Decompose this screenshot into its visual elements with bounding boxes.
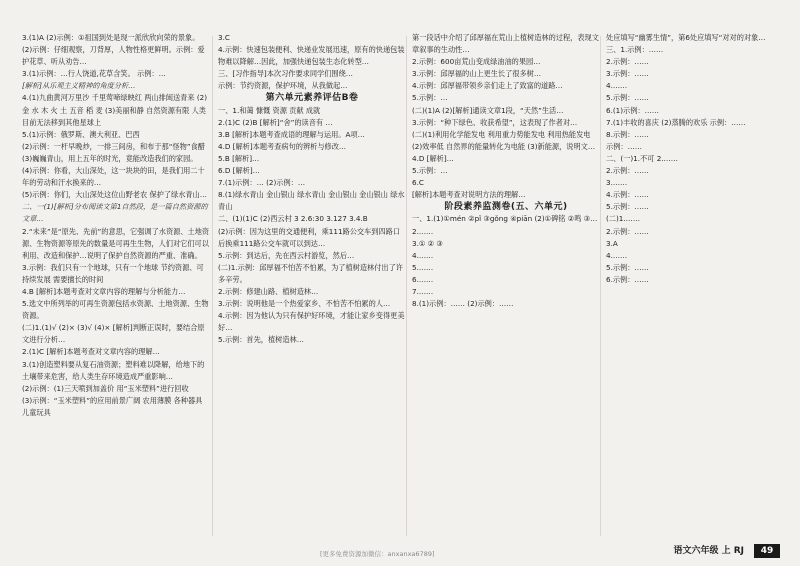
line: 6.C	[412, 178, 424, 188]
line: [解析]本题考查对说明方法的理解…	[412, 190, 526, 200]
line: 2.示例：……	[606, 57, 649, 67]
line: 3.示例：邱厚福的山上更生长了很多树…	[412, 69, 542, 79]
line: 6.……	[412, 274, 434, 284]
line: 5.示例：……	[606, 202, 649, 212]
column-divider	[600, 36, 601, 536]
line: 2.“未来”是“原先、先前”的意思，它强调了水资源、土地资源、生物资源等原先的数量是可再生生物，人们对它们可以利用、改造和保护…说明了保护自然资源的严重、准确。	[22, 226, 210, 260]
line: (二)(1)A (2)[解析]通读文章1段，“天然”生活…	[412, 105, 564, 115]
line: 7.(1)丰收的喜庆 (2)蒸腾的欢乐 示例：……	[606, 117, 746, 127]
line: 处应填写“幽雾生情”，第6处应填写“对对的对象…	[606, 33, 766, 42]
line: (二)1.示例：邱厚福不怕苦不怕累，为了植树造林付出了许多辛劳。	[218, 262, 403, 284]
line: 一、1.(1)①mén ②pǐ ③gǒng ④piān (2)①碑铭 ②鸣 ③…	[412, 214, 598, 224]
column-divider	[406, 36, 407, 536]
line: 3.示例：我们只有一个地球，只有一个地球 节约资源、可持续发展 需要擅长的时间	[22, 262, 204, 284]
line: 5.示例：首先，植树造林…	[218, 335, 304, 345]
line: 2.……	[412, 226, 434, 236]
page-number: 49	[754, 544, 780, 558]
line: 4.示例：……	[606, 190, 649, 200]
column-1	[22, 32, 210, 552]
line: 3.(1)创造塑料要从复石油资源；塑料难以降解，给地下的土壤带来危害，给人类生存环境造成严重影响…	[22, 359, 205, 381]
line: 4.B [解析]本题考查对文章内容的理解与分析能力…	[22, 286, 186, 296]
line: (二)1.(1)√ (2)× (3)√ (4)× [解析]判断正误时，要结合原文进行分析…	[22, 323, 205, 345]
line: 5.示例：……	[606, 262, 649, 272]
line: (2)示例：(1)三天喷到加盖价 用“玉米塑料”进行回收	[22, 383, 189, 393]
line: 5.示例：到达后，先在西云村游览，然后…	[218, 250, 355, 260]
line: (5)示例：你们，大山深处这位山野老农 保护了绿水青山…	[22, 190, 207, 200]
line: (二)(1)利用化学能发电 利用重力势能发电 利用热能发电 (2)效率低 自然界的能量转化为电能 (3)新能源，说明文…	[412, 129, 596, 151]
line: 二、一(1)[解析]分布阅读文第1自然段，是一篇自然资源的文章…	[22, 202, 208, 224]
line: 2.示例：……	[606, 226, 649, 236]
line: (3)示例：“玉米塑料”的应用前景广阔 农用薄膜 各种器具 儿童玩具	[22, 395, 203, 417]
line: 8.(1)示例：…… (2)示例：……	[412, 299, 514, 309]
line: 4.(1)九曲黄河万里沙 千里莺啼绿映红 两山排闼送青来 (2)金 水 木 火 土 五音 稻 麦 (3)美丽和静 自然资源有限 人类目前无法移到其他星球上	[22, 93, 208, 127]
line: 3.示例：……	[606, 69, 649, 79]
line: 二、(一)1.不可 2.……	[606, 153, 678, 163]
line: (3)巍巍青山，用上五年的时光，竟能改造我们的家园。	[22, 153, 198, 163]
line: 3.(1)A (2)示例：①祖国到处是现一派欣欣向荣的景象。	[22, 33, 200, 42]
line: 2.示例：……	[606, 166, 649, 176]
section-title: 第六单元素养评估B卷	[265, 93, 359, 104]
line: 2.(1)C [解析]本题考查对文章内容的理解…	[22, 347, 160, 357]
line: 4.……	[606, 250, 628, 260]
line: 3.(1)示例：…行人饶道,花草含笑。 示例：…	[22, 69, 166, 79]
line: 4.示例：邱厚福带领乡亲们走上了致富的道路…	[412, 81, 563, 91]
line: 3.……	[606, 178, 628, 188]
line: 4.D [解析]…	[412, 153, 454, 163]
line: 4.……	[412, 250, 434, 260]
line: 2.示例：修建山路、植树造林…	[218, 286, 319, 296]
section-title: 阶段素养监测卷(五、六单元)	[444, 202, 568, 213]
line: 5.B [解析]…	[218, 153, 260, 163]
line: 7.……	[412, 286, 434, 296]
line: 4.示例：因为他认为只有保护好环境，才能让家乡变得更美好…	[218, 311, 405, 333]
line: 示例：节约资源，保护环境，从我做起…	[218, 81, 348, 91]
line: 3.示例：说明他是一个热爱家乡、不怕苦不怕累的人…	[218, 299, 391, 309]
line: 8.示例：……	[606, 129, 649, 139]
line: 示例：……	[606, 141, 642, 151]
book-title: 语文六年级 上 RJ	[673, 546, 744, 556]
column-divider	[212, 36, 213, 536]
line: 5.示例：…	[412, 93, 448, 103]
line: 7.(1)示例：… (2)示例：…	[218, 178, 306, 188]
line: 6.(1)示例：……	[606, 105, 659, 115]
line: (二)1.……	[606, 214, 641, 224]
line: 5.选文中所列举的可再生资源包括水资源、土地资源、生物资源。	[22, 299, 209, 321]
line: 6.D [解析]…	[218, 166, 260, 176]
line: 2.(1)C (2)B [解析]“舍”的读音有 …	[218, 117, 333, 127]
line: 5.……	[412, 262, 434, 272]
line: 3.① ② ③	[412, 238, 443, 248]
line: 6.示例：……	[606, 274, 649, 284]
line: 3.A	[606, 238, 618, 248]
line: 4.示例：快速包装便利、快递业发展迅速，原有的快递包装物难以降解…因此，加强快递包装生态化转型…	[218, 45, 405, 67]
line: 3.示例：“种下绿色、收获希望”，这表现了作者对…	[412, 117, 578, 127]
line: 2.示例：600亩荒山变成绿油油的果园…	[412, 57, 541, 67]
line: [解析]从乐观主义精神的角度分析…	[22, 81, 136, 91]
line: 二、(1)(1)C (2)西云村 3 2.6:30 3.127 3.4.B	[218, 214, 368, 224]
line: 第一段话中介绍了邱厚福在荒山上植树造林的过程，表现文章叙事的生动性…	[412, 33, 599, 55]
column-2	[218, 32, 406, 552]
line: 3.B [解析]本题考查成语的理解与运用。A项…	[218, 129, 365, 139]
line: 8.(1)绿水青山 金山银山 绿水青山 金山银山 金山银山 绿水青山	[218, 190, 405, 212]
line: 三、[习作指导]本次习作要求同学们围绕…	[218, 69, 353, 79]
line: (2)示例：一杆早晚炒，一排三间房，和布于那“怪物”食醋	[22, 141, 205, 151]
line: 5.(1)示例：俄罗斯、澳大利亚、巴西	[22, 129, 140, 139]
line: 一、1.和蔼 慷慨 资源 贡献 成就	[218, 105, 321, 115]
line: 3.C	[218, 33, 230, 42]
line: (4)示例：你看，大山深处，这一块块的田，是我们用二十年的劳动和汗水换来的…	[22, 166, 205, 188]
column-3	[412, 32, 600, 552]
line: 4.D [解析]本题考查病句的辨析与修改…	[218, 141, 347, 151]
column-4	[606, 32, 786, 552]
line: 5.示例：…	[412, 166, 448, 176]
line: 5.示例：……	[606, 93, 649, 103]
line: (2)示例：因为这里的交通便利，乘111路公交车到四路口后换乘111路公交车就可以到达…	[218, 226, 401, 248]
line: 三、1.示例：……	[606, 45, 664, 55]
line: 4.……	[606, 81, 628, 91]
line: (2)示例：仔细观察，刀背厚，人物性格更鲜明。示例：爱护花草、听从劝告…	[22, 45, 205, 67]
watermark-text: [更多免费资源加微信：anxanxa6789]	[320, 550, 435, 558]
